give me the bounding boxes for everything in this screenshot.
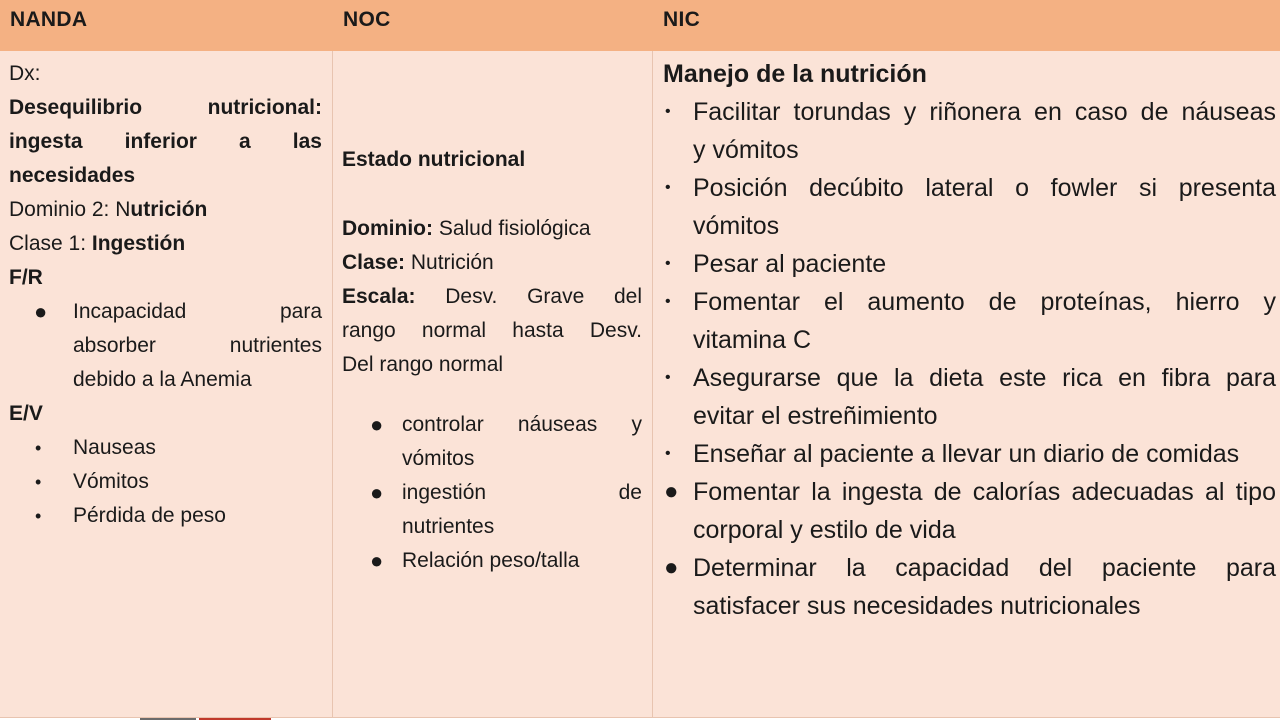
nanda-diagnosis-word-1: Desequilibrio xyxy=(9,96,143,119)
nanda-ev-item: Pérdida de peso xyxy=(73,504,226,527)
nanda-diagnosis-word-2: nutricional: xyxy=(207,96,322,119)
nanda-clase-prefix: Clase 1: xyxy=(9,232,92,255)
header-noc: NOC xyxy=(333,0,653,51)
nic-item-line-1: Posición decúbito lateral o fowler si presenta xyxy=(693,174,1276,202)
noc-spacer xyxy=(342,382,642,408)
nic-item-line-2: vitamina C xyxy=(693,326,812,354)
nanda-clase xyxy=(9,227,322,261)
bullet-icon: ● xyxy=(370,412,384,437)
list-item xyxy=(342,544,642,578)
bullet-icon: • xyxy=(665,445,671,462)
bullet-icon: • xyxy=(35,506,42,526)
nic-item-line-1: Asegurarse que la dieta este rica en fibra para xyxy=(693,364,1276,392)
bullet-icon: ● xyxy=(664,478,679,505)
noc-indicator-list xyxy=(342,408,642,578)
noc-item-line-1: controlar náuseas y xyxy=(402,413,642,436)
bullet-icon: • xyxy=(35,438,42,458)
nanda-fr-item-line-2: absorber nutrientes xyxy=(73,334,322,357)
list-item xyxy=(663,435,1276,473)
list-item xyxy=(9,499,322,533)
nanda-fr-item-line-1: Incapacidad para xyxy=(73,300,322,323)
nanda-ev-item: Nauseas xyxy=(73,436,156,459)
list-item xyxy=(9,295,322,397)
nic-item-line-2: vómitos xyxy=(693,212,780,240)
bullet-icon: • xyxy=(665,103,671,120)
nanda-dominio xyxy=(9,193,322,227)
list-item xyxy=(663,549,1276,625)
list-item xyxy=(342,408,642,476)
list-item xyxy=(9,431,322,465)
nic-item-line-2: satisfacer sus necesidades nutricionales xyxy=(693,592,1141,620)
noc-escala-line-1 xyxy=(342,280,642,314)
noc-clase-value: Nutrición xyxy=(405,251,494,274)
nanda-diagnosis-line-2: ingesta inferior a las xyxy=(9,130,322,153)
nanda-ev-list xyxy=(9,431,322,533)
nic-title: Manejo de la nutrición xyxy=(663,60,927,88)
noc-item-line-2: nutrientes xyxy=(402,515,495,538)
noc-dominio-label: Dominio: xyxy=(342,217,433,240)
nic-item-line-1: Determinar la capacidad del paciente para xyxy=(693,554,1276,582)
noc-escala-value: Desv. Grave del xyxy=(415,285,642,308)
nic-item-line-2: y vómitos xyxy=(693,136,799,164)
noc-dominio-value: Salud fisiológica xyxy=(432,217,591,240)
bullet-icon: • xyxy=(665,179,671,196)
bullet-icon: ● xyxy=(370,548,384,573)
list-item xyxy=(663,359,1276,435)
list-item xyxy=(663,93,1276,169)
nanda-fr-label: F/R xyxy=(9,266,43,289)
bullet-icon: ● xyxy=(34,299,48,324)
nanda-fr-item-line-3: debido a la Anemia xyxy=(73,368,252,391)
nic-item-line-1: Enseñar al paciente a llevar un diario de comidas xyxy=(693,440,1240,468)
nanda-fr-list xyxy=(9,295,322,397)
noc-clase-label: Clase: xyxy=(342,251,406,274)
nanda-ev-label: E/V xyxy=(9,402,43,425)
nanda-dominio-prefix: Dominio 2: N xyxy=(9,198,131,221)
noc-spacer xyxy=(342,177,642,212)
nanda-diagnosis-line-3: necesidades xyxy=(9,164,136,187)
nic-item-line-2: evitar el estreñimiento xyxy=(693,402,938,430)
list-item xyxy=(663,283,1276,359)
list-item xyxy=(663,169,1276,245)
bullet-icon: ● xyxy=(664,554,679,581)
noc-title: Estado nutricional xyxy=(342,148,526,171)
bullet-icon: ● xyxy=(370,480,384,505)
nanda-diagnosis-line-1 xyxy=(9,91,322,125)
noc-cell xyxy=(333,51,653,718)
bullet-icon: • xyxy=(665,255,671,272)
nic-item-line-1: Fomentar la ingesta de calorías adecuadas al tipo xyxy=(693,478,1276,506)
noc-escala-label: Escala: xyxy=(342,285,416,308)
list-item xyxy=(663,245,1276,283)
noc-escala-line-2: rango normal hasta Desv. xyxy=(342,319,642,342)
header-nic: NIC xyxy=(653,0,1280,51)
noc-item-line-2: vómitos xyxy=(402,447,475,470)
bullet-icon: • xyxy=(665,369,671,386)
nanda-clase-bold: Ingestión xyxy=(91,232,186,255)
nanda-cell xyxy=(0,51,333,718)
nic-item-line-1: Fomentar el aumento de proteínas, hierro y xyxy=(693,288,1276,316)
noc-item-line-1: Relación peso/talla xyxy=(402,549,580,572)
list-item xyxy=(342,476,642,544)
noc-escala-line-3: Del rango normal xyxy=(342,353,504,376)
noc-item-line-1: ingestión de xyxy=(402,481,642,504)
list-item xyxy=(663,473,1276,549)
noc-clase xyxy=(342,246,642,280)
nanda-dominio-bold: utrición xyxy=(130,198,208,221)
nic-item-line-1: Pesar al paciente xyxy=(693,250,887,278)
nanda-dx-label: Dx: xyxy=(9,62,41,85)
nic-item-line-1: Facilitar torundas y riñonera en caso de náuseas xyxy=(693,98,1276,126)
nic-item-line-2: corporal y estilo de vida xyxy=(693,516,956,544)
nic-intervention-list xyxy=(663,93,1276,625)
list-item xyxy=(9,465,322,499)
noc-dominio xyxy=(342,212,642,246)
bullet-icon: • xyxy=(665,293,671,310)
header-nanda: NANDA xyxy=(0,0,333,51)
nic-cell xyxy=(653,51,1280,718)
bullet-icon: • xyxy=(35,472,42,492)
nanda-ev-item: Vómitos xyxy=(73,470,149,493)
